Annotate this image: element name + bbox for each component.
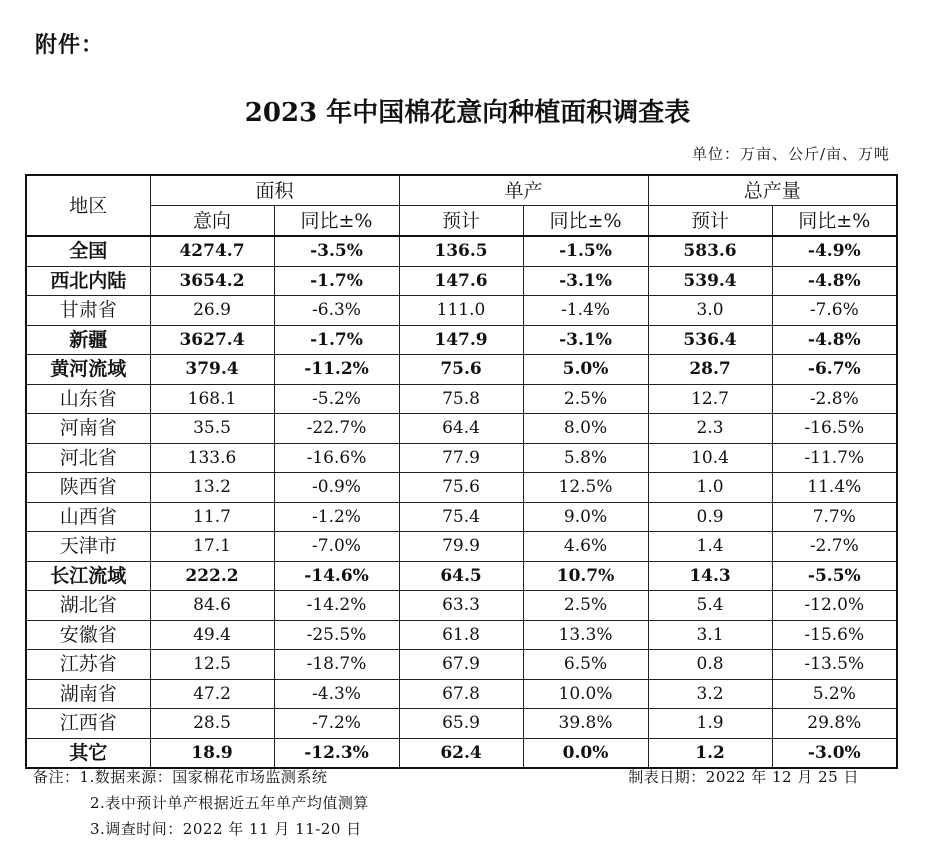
table-row	[26, 532, 897, 562]
cotton-area-table	[25, 174, 898, 769]
cell-area-intent: 47.2	[150, 679, 274, 709]
cell-output-estimate: 28.7	[648, 355, 772, 385]
attachment-label: 附件：	[35, 32, 105, 58]
table-body	[26, 236, 897, 768]
header-area-intent: 意向	[150, 206, 274, 237]
note-estimate-method: 2.表中预计单产根据近五年单产均值测算	[90, 794, 369, 812]
cell-region: 黄河流域	[26, 355, 150, 385]
cell-area-yoy: -1.2%	[274, 502, 399, 532]
cell-region: 河北省	[26, 443, 150, 473]
cell-yield-estimate: 79.9	[399, 532, 523, 562]
header-region: 地区	[26, 175, 150, 236]
table-row	[26, 384, 897, 414]
cell-yield-estimate: 136.5	[399, 236, 523, 266]
cell-yield-yoy: -3.1%	[523, 325, 648, 355]
cell-yield-estimate: 147.9	[399, 325, 523, 355]
cell-yield-estimate: 77.9	[399, 443, 523, 473]
cell-area-yoy: -22.7%	[274, 414, 399, 444]
cell-output-estimate: 539.4	[648, 266, 772, 296]
cell-output-yoy: -4.9%	[772, 236, 897, 266]
note-source: 备注：1.数据来源：国家棉花市场监测系统	[33, 768, 328, 786]
cell-area-intent: 13.2	[150, 473, 274, 503]
cell-region: 河南省	[26, 414, 150, 444]
cell-yield-estimate: 67.9	[399, 650, 523, 680]
table-row	[26, 325, 897, 355]
cell-yield-yoy: 4.6%	[523, 532, 648, 562]
cell-yield-estimate: 75.6	[399, 473, 523, 503]
table-row	[26, 650, 897, 680]
cell-output-yoy: 7.7%	[772, 502, 897, 532]
cell-yield-estimate: 111.0	[399, 296, 523, 326]
cell-area-intent: 28.5	[150, 709, 274, 739]
cell-region: 安徽省	[26, 620, 150, 650]
cell-output-estimate: 12.7	[648, 384, 772, 414]
cell-area-yoy: -1.7%	[274, 266, 399, 296]
cell-area-intent: 3627.4	[150, 325, 274, 355]
cell-area-intent: 11.7	[150, 502, 274, 532]
cell-area-yoy: -3.5%	[274, 236, 399, 266]
cell-output-estimate: 3.2	[648, 679, 772, 709]
cell-area-yoy: -4.3%	[274, 679, 399, 709]
cell-yield-yoy: 13.3%	[523, 620, 648, 650]
header-group-yield: 单产	[399, 175, 648, 206]
cell-output-estimate: 3.0	[648, 296, 772, 326]
cell-yield-estimate: 75.4	[399, 502, 523, 532]
header-output-yoy: 同比±%	[772, 206, 897, 237]
table-row	[26, 473, 897, 503]
cell-region: 长江流域	[26, 561, 150, 591]
table-row	[26, 443, 897, 473]
cell-output-yoy: 5.2%	[772, 679, 897, 709]
cell-output-estimate: 0.8	[648, 650, 772, 680]
cell-area-yoy: -7.2%	[274, 709, 399, 739]
cell-region: 山西省	[26, 502, 150, 532]
table-row	[26, 355, 897, 385]
made-date: 制表日期：2022 年 12 月 25 日	[628, 768, 859, 786]
cell-output-yoy: -13.5%	[772, 650, 897, 680]
header-group-output: 总产量	[648, 175, 897, 206]
cell-yield-yoy: 8.0%	[523, 414, 648, 444]
cell-output-yoy: -4.8%	[772, 325, 897, 355]
cell-yield-estimate: 75.6	[399, 355, 523, 385]
cell-output-estimate: 1.2	[648, 738, 772, 768]
cell-yield-yoy: 0.0%	[523, 738, 648, 768]
cell-yield-yoy: 9.0%	[523, 502, 648, 532]
unit-note: 单位：万亩、公斤/亩、万吨	[691, 145, 890, 163]
cell-area-yoy: -16.6%	[274, 443, 399, 473]
table-row	[26, 709, 897, 739]
cell-region: 江苏省	[26, 650, 150, 680]
cell-yield-yoy: 10.7%	[523, 561, 648, 591]
cell-area-intent: 35.5	[150, 414, 274, 444]
cell-area-intent: 26.9	[150, 296, 274, 326]
cell-yield-estimate: 62.4	[399, 738, 523, 768]
table-row	[26, 679, 897, 709]
cell-output-yoy: -11.7%	[772, 443, 897, 473]
cell-area-yoy: -0.9%	[274, 473, 399, 503]
cell-yield-yoy: 2.5%	[523, 591, 648, 621]
cell-yield-estimate: 147.6	[399, 266, 523, 296]
table-row	[26, 266, 897, 296]
cell-yield-estimate: 64.4	[399, 414, 523, 444]
cell-area-intent: 133.6	[150, 443, 274, 473]
header-group-area: 面积	[150, 175, 399, 206]
page-title: 2023 年中国棉花意向种植面积调查表	[244, 98, 691, 128]
note-survey-time: 3.调查时间：2022 年 11 月 11-20 日	[90, 820, 362, 838]
cell-output-estimate: 1.9	[648, 709, 772, 739]
cell-region: 湖南省	[26, 679, 150, 709]
cell-area-yoy: -7.0%	[274, 532, 399, 562]
cell-yield-yoy: 39.8%	[523, 709, 648, 739]
cell-output-yoy: -12.0%	[772, 591, 897, 621]
cell-output-yoy: 11.4%	[772, 473, 897, 503]
cell-area-yoy: -12.3%	[274, 738, 399, 768]
cell-region: 西北内陆	[26, 266, 150, 296]
cell-region: 新疆	[26, 325, 150, 355]
cell-area-intent: 168.1	[150, 384, 274, 414]
cell-yield-yoy: -3.1%	[523, 266, 648, 296]
table-row	[26, 502, 897, 532]
cell-yield-yoy: -1.5%	[523, 236, 648, 266]
cell-output-yoy: -16.5%	[772, 414, 897, 444]
cell-yield-estimate: 63.3	[399, 591, 523, 621]
cell-area-intent: 12.5	[150, 650, 274, 680]
header-yield-estimate: 预计	[399, 206, 523, 237]
cell-output-estimate: 3.1	[648, 620, 772, 650]
cell-output-yoy: -5.5%	[772, 561, 897, 591]
cell-yield-estimate: 61.8	[399, 620, 523, 650]
cell-area-intent: 17.1	[150, 532, 274, 562]
table-row	[26, 414, 897, 444]
cell-area-intent: 84.6	[150, 591, 274, 621]
cell-yield-estimate: 64.5	[399, 561, 523, 591]
table-row	[26, 591, 897, 621]
cell-region: 山东省	[26, 384, 150, 414]
header-yield-yoy: 同比±%	[523, 206, 648, 237]
cell-area-yoy: -25.5%	[274, 620, 399, 650]
cell-output-yoy: -6.7%	[772, 355, 897, 385]
cell-yield-yoy: 5.0%	[523, 355, 648, 385]
cell-area-yoy: -5.2%	[274, 384, 399, 414]
cell-area-yoy: -1.7%	[274, 325, 399, 355]
cell-output-yoy: -15.6%	[772, 620, 897, 650]
cell-yield-yoy: 2.5%	[523, 384, 648, 414]
cell-output-yoy: -2.8%	[772, 384, 897, 414]
cell-output-yoy: -3.0%	[772, 738, 897, 768]
cell-region: 江西省	[26, 709, 150, 739]
header-output-estimate: 预计	[648, 206, 772, 237]
cell-yield-estimate: 67.8	[399, 679, 523, 709]
cell-area-intent: 49.4	[150, 620, 274, 650]
cell-output-estimate: 1.0	[648, 473, 772, 503]
cell-area-yoy: -14.6%	[274, 561, 399, 591]
cell-region: 甘肃省	[26, 296, 150, 326]
cell-output-estimate: 0.9	[648, 502, 772, 532]
cell-output-estimate: 583.6	[648, 236, 772, 266]
cell-output-estimate: 536.4	[648, 325, 772, 355]
cell-output-estimate: 1.4	[648, 532, 772, 562]
cell-yield-yoy: 10.0%	[523, 679, 648, 709]
table-row	[26, 620, 897, 650]
table-row	[26, 296, 897, 326]
cell-area-intent: 3654.2	[150, 266, 274, 296]
table-row	[26, 561, 897, 591]
cell-area-yoy: -11.2%	[274, 355, 399, 385]
cell-output-estimate: 10.4	[648, 443, 772, 473]
cell-area-yoy: -6.3%	[274, 296, 399, 326]
cell-region: 湖北省	[26, 591, 150, 621]
cell-area-yoy: -14.2%	[274, 591, 399, 621]
cell-output-yoy: -4.8%	[772, 266, 897, 296]
cell-yield-yoy: 12.5%	[523, 473, 648, 503]
cell-output-estimate: 2.3	[648, 414, 772, 444]
cell-region: 陕西省	[26, 473, 150, 503]
cell-yield-estimate: 65.9	[399, 709, 523, 739]
cell-output-yoy: -2.7%	[772, 532, 897, 562]
cell-output-yoy: -7.6%	[772, 296, 897, 326]
cell-area-yoy: -18.7%	[274, 650, 399, 680]
cell-yield-yoy: 5.8%	[523, 443, 648, 473]
table-row	[26, 236, 897, 266]
cell-area-intent: 4274.7	[150, 236, 274, 266]
cell-yield-yoy: 6.5%	[523, 650, 648, 680]
cell-area-intent: 379.4	[150, 355, 274, 385]
cell-area-intent: 18.9	[150, 738, 274, 768]
cell-output-estimate: 5.4	[648, 591, 772, 621]
cell-region: 全国	[26, 236, 150, 266]
cell-yield-yoy: -1.4%	[523, 296, 648, 326]
cell-region: 天津市	[26, 532, 150, 562]
cell-output-yoy: 29.8%	[772, 709, 897, 739]
cell-region: 其它	[26, 738, 150, 768]
header-area-yoy: 同比±%	[274, 206, 399, 237]
cell-yield-estimate: 75.8	[399, 384, 523, 414]
notes	[33, 764, 369, 842]
cell-output-estimate: 14.3	[648, 561, 772, 591]
cell-area-intent: 222.2	[150, 561, 274, 591]
